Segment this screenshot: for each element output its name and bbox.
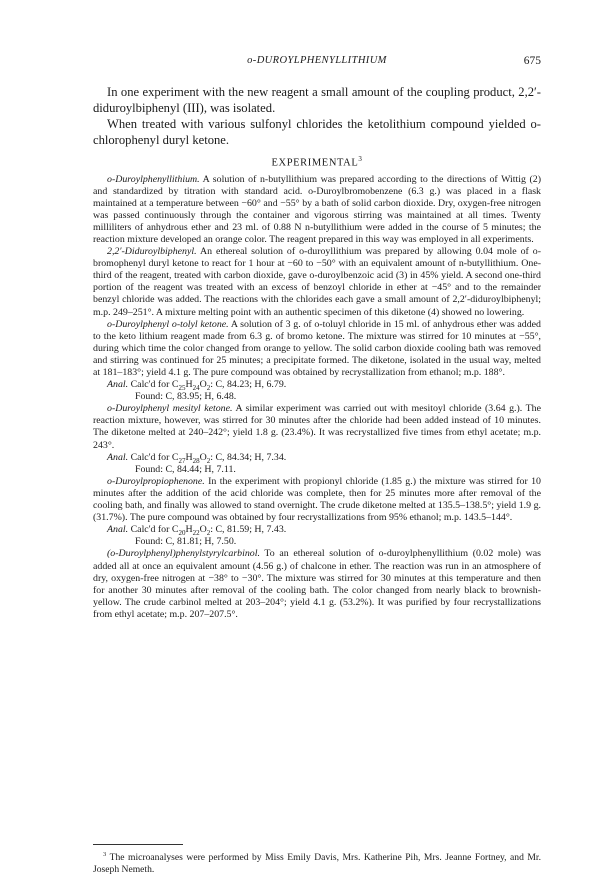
formula-subscript: 25 bbox=[178, 384, 186, 393]
experimental-heading-text: EXPERIMENTAL bbox=[271, 157, 359, 169]
formula-subscript: 2 bbox=[206, 529, 211, 538]
analysis-calc-prefix: Calc'd for C bbox=[130, 451, 179, 463]
formula-element: H bbox=[185, 379, 193, 391]
analysis-calc-values: : C, 81.59; H, 7.43. bbox=[210, 524, 287, 536]
analysis-label: Anal. bbox=[107, 524, 129, 536]
running-title: o-DUROYLPHENYLLITHIUM bbox=[247, 55, 387, 66]
procedure-duroylphenyllithium bbox=[93, 174, 541, 247]
analysis-calculated bbox=[93, 524, 541, 536]
formula-subscript: 22 bbox=[192, 529, 200, 538]
formula-element: H bbox=[185, 524, 193, 536]
procedure-text: A solution of 3 g. of o-toluyl chloride in 15 ml. of anhydrous ether was added to the keto lithium reagent made from 6.3 g. of bromo ketone. The mixture was stirred for 10 minutes at −55°, during which time the color changed from orange to yellow. The solid carbon dioxide cooling bath was removed and stirring was continued for 25 minutes; a precipitate formed. The diketone, isolated in the usual way, melted at 181–183°; yield 4.1 g. The pure compound was obtained by recrystallization from ethanol; m.p. 188°. bbox=[93, 318, 541, 378]
formula-subscript: 27 bbox=[178, 456, 186, 465]
procedure-text: An ethereal solution of o-duroyllithium was prepared by allowing 0.04 mole of o-bromophenyl duryl ketone to react for 1 hour at −60 to −50° with an equivalent amount of n-butyllithium. One-third of the reagent, treated with carbon dioxide, gave o-duroylbenzoic acid (3) in 45% yield. A second one-third portion of the reagent was treated with an excess of benzoyl chloride in ether at −45° and to the remainder benzyl chloride was added. The reactions with the chlorides each gave a small amount of 2,2′-diduroylbiphenyl; m.p. 249–251°. A mixture melting point with an authentic specimen of this diketone (4) showed no lowering. bbox=[93, 246, 541, 318]
intro-paragraph-1: In one experiment with the new reagent a small amount of the coupling product, 2,2′-diduroylbiphenyl (III), was isolated. bbox=[93, 85, 541, 115]
procedure-title: (o-Duroylphenyl)phenylstyrylcarbinol. bbox=[107, 548, 260, 560]
procedure-text: A similar experiment was carried out with mesitoyl chloride (3.64 g.). The reaction mixture, however, was stirred for 30 minutes after the chloride had been added instead of 10 minutes. The diketone melted at 240–242°; yield 1.8 g. (23.4%). It was recrystallized five times from ethyl acetate; m.p. 243°. bbox=[93, 403, 541, 451]
intro-paragraphs bbox=[93, 84, 541, 148]
procedure-title: o-Duroylphenyl o-tolyl ketone. bbox=[107, 318, 229, 330]
procedure-text: In the experiment with propionyl chloride (1.85 g.) the mixture was stirred for 10 minutes after the addition of the acid chloride was complete, then for 25 minutes more after removal of the cooling bath, and finally was allowed to stand overnight. The crude diketone melted at 135.5–138.5°; yield 1.9 g. (31.7%). The pure compound was obtained by four recrystallizations from 95% ethanol; m.p. 143.5–144°. bbox=[93, 475, 541, 524]
analysis-calc-values: : C, 84.23; H, 6.79. bbox=[210, 379, 287, 391]
footnote-mark: 3 bbox=[103, 851, 107, 858]
procedure-propiophenone bbox=[93, 476, 541, 524]
footnote-divider bbox=[93, 844, 183, 845]
procedure-title: o-Duroylpropiophenone. bbox=[107, 475, 205, 487]
formula-element: H bbox=[185, 451, 193, 463]
analysis-found: Found: C, 81.81; H, 7.50. bbox=[135, 536, 237, 548]
procedure-tolyl-ketone bbox=[93, 319, 541, 379]
formula-subscript: 2 bbox=[206, 456, 211, 465]
body-text bbox=[93, 84, 541, 621]
procedure-title: 2,2′-Diduroylbiphenyl. bbox=[107, 246, 197, 258]
formula-element: O bbox=[199, 451, 207, 463]
procedure-text: A solution of n-butyllithium was prepared according to the directions of Wittig (2) and standardized by titration with standard acid. o-Duroylbromobenzene (6.3 g.) was placed in a flask maintained at a temperature between −60° and −55° by a bath of solid carbon dioxide. Dry, oxygen-free nitrogen was passed continuously through the container and vigorous stirring was maintained at all times. Twenty milliliters of anhydrous ether and 23 ml. of 0.88 N n-butyllithium were added in the course of 5 minutes; the reaction mixture developed an orange color. The reagent prepared in this way was employed in all experiments. bbox=[93, 173, 541, 245]
formula-element: O bbox=[199, 379, 207, 391]
procedure-diduroylbiphenyl bbox=[93, 246, 541, 319]
formula-subscript: 2 bbox=[206, 384, 211, 393]
formula-subscript: 28 bbox=[192, 456, 200, 465]
analysis-calc-prefix: Calc'd for C bbox=[130, 524, 179, 536]
procedure-title: o-Duroylphenyllithium. bbox=[107, 173, 200, 185]
procedure-title: o-Duroylphenyl mesityl ketone. bbox=[107, 403, 233, 415]
procedure-styrylcarbinol bbox=[93, 548, 541, 621]
footnote-text: The microanalyses were performed by Miss Emily Davis, Mrs. Katherine Pih, Mrs. Jeanne Fortney, and Mr. Joseph Nemeth. bbox=[93, 852, 541, 876]
formula-element: O bbox=[199, 524, 207, 536]
analysis-calculated bbox=[93, 452, 541, 464]
analysis-calc-prefix: Calc'd for C bbox=[130, 379, 179, 391]
formula-subscript: 24 bbox=[192, 384, 200, 393]
analysis-label: Anal. bbox=[107, 451, 129, 463]
procedure-text: To an ethereal solution of o-duroylphenyllithium (0.02 mole) was added all at once an equivalent amount (4.56 g.) of chalcone in ether. The reaction was run in an atmosphere of dry, oxygen-free nitrogen at −38° to −30°. The mixture was stirred for 30 minutes at this temperature and then for another 30 minutes after removal of the cooling bath. The color changed from nearly black to brownish-yellow. The crude carbinol melted at 203–204°; yield 4.1 g. (53.2%). It was purified by four recrystallizations from ethyl acetate; m.p. 207–207.5°. bbox=[93, 548, 541, 620]
analysis-calculated bbox=[93, 379, 541, 391]
intro-paragraph-2: When treated with various sulfonyl chlorides the ketolithium compound yielded o-chlorophenyl duryl ketone. bbox=[93, 117, 541, 147]
page-header bbox=[93, 55, 541, 73]
analysis-label: Anal. bbox=[107, 379, 129, 391]
experimental-heading-footnote-mark: 3 bbox=[358, 155, 363, 163]
formula-subscript: 20 bbox=[178, 529, 186, 538]
experimental-section bbox=[93, 174, 541, 621]
experimental-heading bbox=[93, 155, 541, 169]
page-number: 675 bbox=[523, 55, 541, 67]
analysis-calc-values: : C, 84.34; H, 7.34. bbox=[210, 451, 287, 463]
analysis-found: Found: C, 83.95; H, 6.48. bbox=[135, 391, 237, 403]
analysis-found: Found: C, 84.44; H, 7.11. bbox=[135, 463, 236, 475]
footnote bbox=[93, 849, 541, 876]
procedure-mesityl-ketone bbox=[93, 403, 541, 451]
